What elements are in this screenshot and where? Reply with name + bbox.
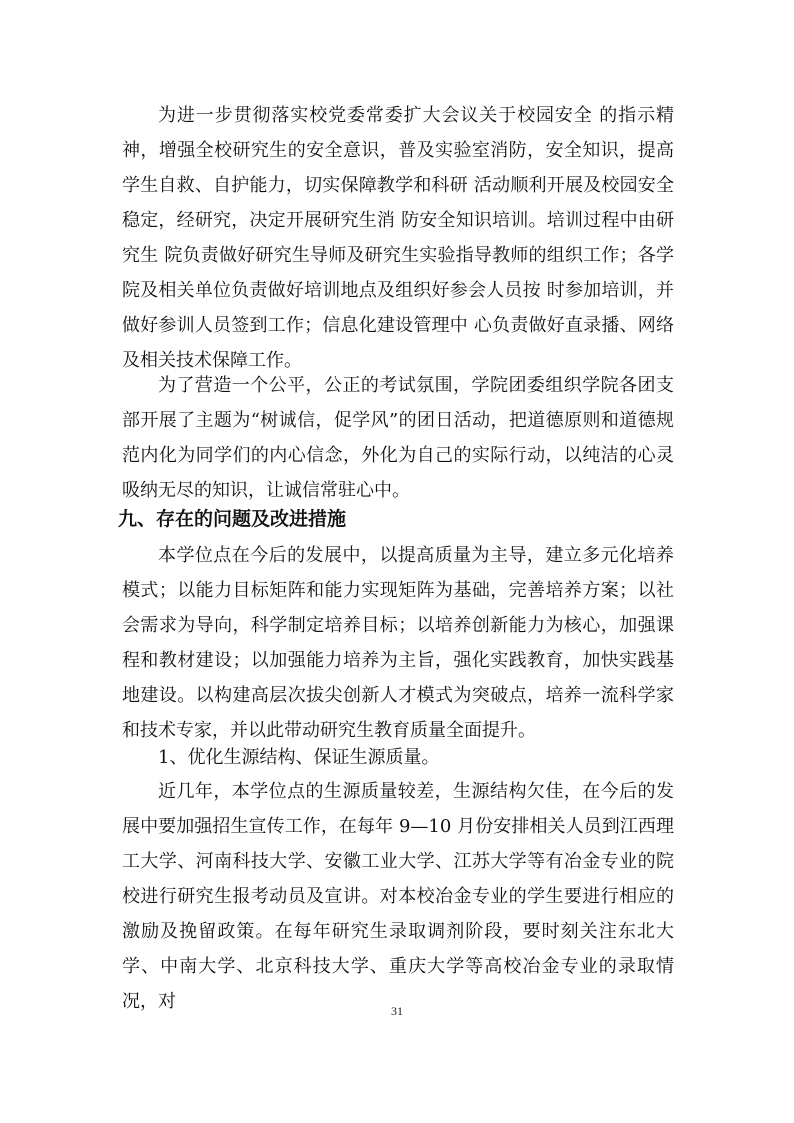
- subheading-item-1: 1、优化生源结构、保证生源质量。: [158, 747, 440, 768]
- paragraph-development-plan: 本学位点在今后的发展中，以提高质量为主导，建立多元化培养模式；以能力目标矩阵和能力实现矩阵为基础，完善培养方案；以社会需求为导向，科学制定培养目标；以培养创新能力为核心，加强课程和教材建设；以加强能力培养为主旨，强化实践教育，加快实践基地建设。以构建高层次拔尖创新人才模式为突破点，培养一流科学家和技术专家，并以此带动研究生教育质量全面提升。: [122, 545, 674, 741]
- paragraph-campus-safety: 为进一步贯彻落实校党委常委扩大会议关于校园安全 的指示精神，增强全校研究生的安全意识，普及实验室消防，安全知识，提高学生自救、自护能力，切实保障教学和科研 活动顺利开展及校园安全稳定，经研究，决定开展研究生消 防安全知识培训。培训过程中由研究生 院负责做好研究生导师及研究生实验指导教师的组织工作；各学院及相关单位负责做好培训地点及组织好参会人员按 时参加培训，并做好参训人员签到工作；信息化建设管理中 心负责做好直录播、网络及相关技术保障工作。: [122, 105, 674, 371]
- paragraph-integrity-activity: 为了营造一个公平，公正的考试氛围，学院团委组织学院各团支部开展了主题为“树诚信，促学风”的团日活动，把道德原则和道德规范内化为同学们的内心信念，外化为自己的实际行动，以纯洁的心灵吸纳无尽的知识，让诚信常驻心中。: [122, 375, 674, 501]
- page-number: 31: [391, 1004, 403, 1018]
- paragraph-student-source: 近几年，本学位点的生源质量较差，生源结构欠佳，在今后的发展中要加强招生宣传工作，在每年 9—10 月份安排相关人员到江西理工大学、河南科技大学、安徽工业大学、江苏大学等有冶金专业的院校进行研究生报考动员及宣讲。对本校冶金专业的学生要进行相应的激励及挽留政策。在每年研究生录取调剂阶段，要时刻关注东北大学、中南大学、北京科技大学、重庆大学等高校冶金专业的录取情况，对: [122, 781, 674, 1012]
- section-heading: 九、存在的问题及改进措施: [118, 508, 347, 530]
